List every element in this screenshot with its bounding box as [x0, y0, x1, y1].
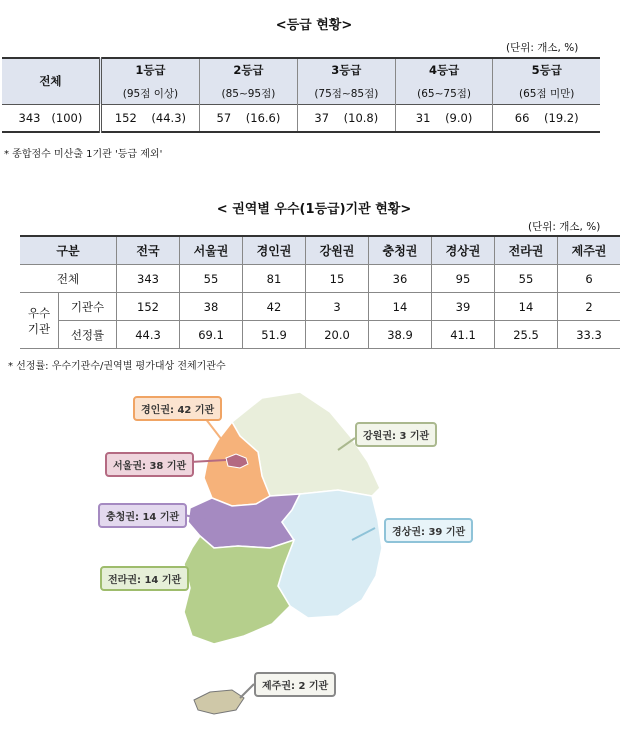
table-cell: 95 — [432, 265, 495, 293]
header-grade-2 — [200, 58, 298, 104]
grade-1-range: (95점 이상) — [122, 87, 179, 100]
region-table-header — [20, 236, 620, 265]
grade-2-cell — [200, 104, 298, 132]
grade-3-cell — [297, 104, 395, 132]
header-national: 전국 — [117, 236, 180, 265]
table-cell: 33.3 — [558, 321, 621, 349]
label-jeolla: 전라권: 14 기관 — [100, 566, 189, 591]
grade-4-pct: (9.0) — [445, 110, 473, 125]
grade-5-range: (65점 미만) — [519, 87, 575, 100]
table-cell: 55 — [180, 265, 243, 293]
table-cell: 20.0 — [306, 321, 369, 349]
jeolla-region — [184, 536, 294, 644]
table-cell: 15 — [306, 265, 369, 293]
table-cell: 14 — [369, 293, 432, 321]
header-grade-5 — [493, 58, 600, 104]
table-cell: 41.1 — [432, 321, 495, 349]
table-cell: 55 — [495, 265, 558, 293]
grade-4-cell — [395, 104, 493, 132]
table-cell: 343 — [117, 265, 180, 293]
region-note: * 선정률: 우수기관수/권역별 평가대상 전체기관수 — [8, 361, 226, 372]
header-jeolla: 전라권 — [495, 236, 558, 265]
header-seoul: 서울권 — [180, 236, 243, 265]
table-cell: 152 — [117, 293, 180, 321]
label-gyeongin: 경인권: 42 기관 — [133, 396, 222, 421]
region-table — [20, 235, 620, 349]
grade-3-range: (75점∼85점) — [314, 87, 379, 100]
gyeongsang-region — [278, 490, 382, 618]
total-cell — [2, 104, 100, 132]
table-cell: 2 — [558, 293, 621, 321]
grade-5-count: 66 — [514, 110, 530, 125]
group-label-line1: 우수 — [27, 305, 51, 320]
header-gangwon: 강원권 — [306, 236, 369, 265]
header-category: 구분 — [20, 236, 117, 265]
group-label-line2: 기관 — [27, 321, 51, 336]
grade-table — [2, 57, 600, 133]
table-cell: 3 — [306, 293, 369, 321]
table-cell: 38 — [180, 293, 243, 321]
row-total-label: 전체 — [20, 265, 117, 293]
label-chungcheong: 충청권: 14 기관 — [98, 503, 187, 528]
row-rate-label: 선정률 — [59, 321, 117, 349]
table-row — [20, 265, 620, 293]
table-cell: 25.5 — [495, 321, 558, 349]
table-cell: 36 — [369, 265, 432, 293]
grade-5-cell — [493, 104, 600, 132]
table-cell: 42 — [243, 293, 306, 321]
row-group-label — [20, 293, 59, 349]
grade-table-header — [2, 58, 600, 104]
header-jeju: 제주권 — [558, 236, 621, 265]
grade-2-name: 2등급 — [233, 62, 264, 77]
row-count-label: 기관수 — [59, 293, 117, 321]
table-row — [20, 293, 620, 321]
header-total: 전체 — [2, 58, 100, 104]
header-gyeongsang: 경상권 — [432, 236, 495, 265]
grade-5-name: 5등급 — [531, 62, 562, 77]
grade-1-cell — [100, 104, 199, 132]
jeju-region — [194, 690, 244, 714]
total-count: 343 — [18, 110, 41, 125]
total-pct: (100) — [51, 110, 83, 125]
grade-note: * 종합점수 미산출 1기관 '등급 제외' — [4, 149, 163, 160]
header-grade-1 — [100, 58, 199, 104]
header-grade-4 — [395, 58, 493, 104]
table-cell: 39 — [432, 293, 495, 321]
region-unit-label: (단위: 개소, %) — [528, 221, 601, 233]
grade-3-count: 37 — [314, 110, 330, 125]
table-cell: 69.1 — [180, 321, 243, 349]
grade-1-pct: (44.3) — [151, 110, 187, 125]
grade-2-pct: (16.6) — [245, 110, 281, 125]
label-seoul: 서울권: 38 기관 — [105, 452, 194, 477]
header-chungcheong: 충청권 — [369, 236, 432, 265]
grade-1-name: 1등급 — [135, 62, 166, 77]
grade-5-pct: (19.2) — [544, 110, 579, 125]
grade-3-pct: (10.8) — [343, 110, 379, 125]
label-gyeongsang: 경상권: 39 기관 — [384, 518, 473, 543]
header-gyeongin: 경인권 — [243, 236, 306, 265]
grade-3-name: 3등급 — [331, 62, 362, 77]
label-jeju: 제주권: 2 기관 — [254, 672, 336, 697]
label-gangwon: 강원권: 3 기관 — [355, 422, 437, 447]
grade-status-title: <등급 현황> — [275, 18, 353, 33]
table-cell: 38.9 — [369, 321, 432, 349]
table-cell: 44.3 — [117, 321, 180, 349]
header-grade-3 — [297, 58, 395, 104]
grade-2-count: 57 — [216, 110, 232, 125]
table-cell: 51.9 — [243, 321, 306, 349]
table-cell: 14 — [495, 293, 558, 321]
grade-2-range: (85∼95점) — [221, 87, 276, 100]
table-cell: 6 — [558, 265, 621, 293]
table-row — [20, 321, 620, 349]
grade-4-name: 4등급 — [428, 62, 460, 77]
grade-4-range: (65∼75점) — [417, 87, 471, 100]
table-row — [2, 104, 600, 132]
region-status-title: < 권역별 우수(1등급)기관 현황> — [216, 202, 412, 217]
grade-4-count: 31 — [415, 110, 431, 125]
table-cell: 81 — [243, 265, 306, 293]
grade-1-count: 152 — [114, 110, 137, 125]
grade-unit-label: (단위: 개소, %) — [506, 42, 579, 54]
